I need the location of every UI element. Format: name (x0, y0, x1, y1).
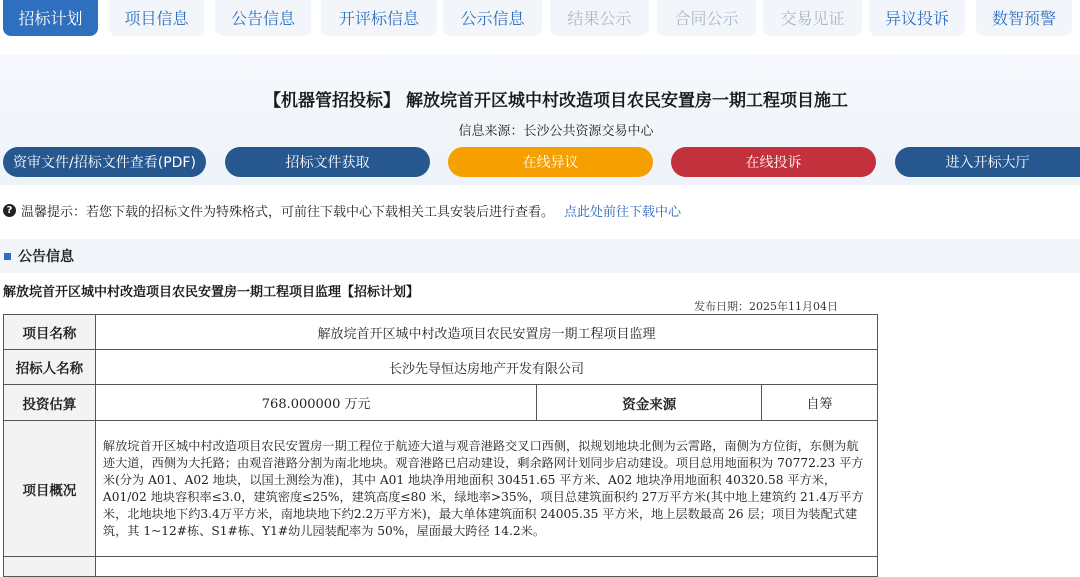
online-complaint-button[interactable]: 在线投诉 (671, 147, 876, 177)
tab-project-info[interactable]: 项目信息 (109, 0, 204, 36)
download-tip (3, 201, 681, 220)
publish-date: 发布日期：2025年11月04日 (694, 300, 838, 313)
project-info-table (3, 314, 878, 577)
tip-text: 温馨提示：若您下载的招标文件为特殊格式，可前往下载中心下载相关工具安装后进行查看。 (21, 205, 555, 220)
section-title: 公告信息 (18, 249, 74, 265)
tab-result-publicity: 结果公示 (550, 0, 649, 36)
tab-contract-publicity: 合同公示 (657, 0, 756, 36)
table-row (4, 385, 878, 421)
table-cell-empty (4, 557, 96, 577)
tab-objection-complaint[interactable]: 异议投诉 (869, 0, 965, 36)
table-row (4, 315, 878, 350)
project-name-label: 项目名称 (4, 315, 96, 350)
tenderer-label: 招标人名称 (4, 350, 96, 385)
tab-publicity-info[interactable]: 公示信息 (443, 0, 542, 36)
info-source: 信息来源：长沙公共资源交易中心 (458, 124, 654, 139)
page-title: 【机器管招投标】 解放垸首开区城中村改造项目农民安置房一期工程项目施工 (264, 91, 848, 111)
investment-label: 投资估算 (4, 385, 96, 421)
top-tab-bar (0, 0, 1080, 38)
square-bullet-icon (4, 253, 11, 260)
section-header (0, 239, 1080, 273)
review-documents-button[interactable]: 资审文件/招标文件查看(PDF) (3, 147, 206, 177)
question-icon: ? (3, 204, 16, 217)
table-cell-empty (95, 557, 877, 577)
investment-value: 768.000000 万元 (95, 385, 537, 421)
get-tender-documents-button[interactable]: 招标文件获取 (225, 147, 430, 177)
enter-bid-hall-button[interactable]: 进入开标大厅 (895, 147, 1080, 177)
tab-tender-plan[interactable]: 招标计划 (3, 0, 98, 36)
tab-digital-warning[interactable]: 数智预警 (976, 0, 1072, 36)
project-name-value: 解放垸首开区城中村改造项目农民安置房一期工程项目监理 (95, 315, 877, 350)
tab-bid-evaluation-info[interactable]: 开评标信息 (321, 0, 437, 36)
funding-label: 资金来源 (537, 385, 762, 421)
download-center-link[interactable]: 点此处前往下载中心 (564, 205, 682, 220)
overview-label: 项目概况 (4, 421, 96, 557)
table-row (4, 350, 878, 385)
tenderer-value: 长沙先导恒达房地产开发有限公司 (95, 350, 877, 385)
table-row (4, 421, 878, 557)
tab-announcement-info[interactable]: 公告信息 (215, 0, 311, 36)
online-objection-button[interactable]: 在线异议 (448, 147, 653, 177)
notice-title: 解放垸首开区城中村改造项目农民安置房一期工程项目监理【招标计划】 (3, 285, 420, 300)
table-row (4, 557, 878, 577)
overview-value: 解放垸首开区城中村改造项目农民安置房一期工程位于航迹大道与观音港路交叉口西侧，拟规划地块北侧为云霄路，南侧为方位街，东侧为航迹大道，西侧为大托路；由观音港路分割为南北地块。观音港路已启动建设，剩余路网计划同步启动建设。项目总用地面积为 70772.23 平方米(分为 A01、A02 地块，以国土测绘为准)，其中 A01 地块净用地面积 30451.65 平方米、A02 地块净用地面积 40320.58 平方米，A01/02 地块容积率≤3.0，建筑密度≤25%，建筑高度≤80 米，绿地率>35%，项目总建筑面积约 27万平方米(其中地上建筑约 21.4万平方米，北地块地下约3.4万平方米，南地块地下约2.2万平方米)，最大单体建筑面积 24005.35 平方米，地上层数最高 26 层；项目为装配式建筑，其 1~12#栋、S1#栋、Y1#幼儿园装配率为 50%，屋面最大跨径 14.2米。 (95, 421, 877, 557)
tab-transaction-witness: 交易见证 (763, 0, 862, 36)
funding-value: 自筹 (762, 385, 878, 421)
